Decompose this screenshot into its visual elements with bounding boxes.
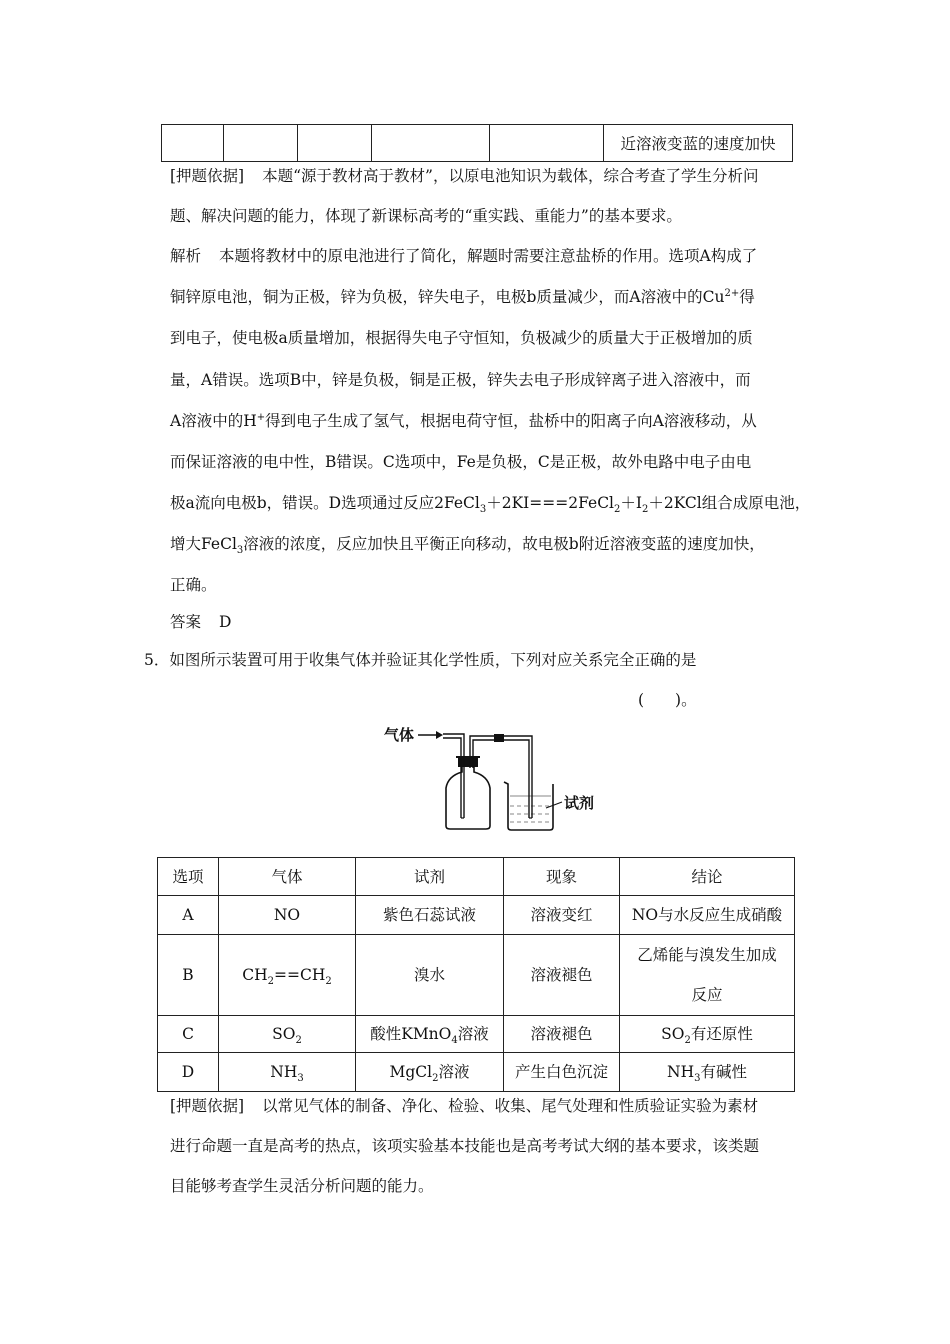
gas-cell: NO xyxy=(219,896,356,935)
header-cell: 结论 xyxy=(620,858,795,896)
header-cell: 选项 xyxy=(158,858,219,896)
analysis-line-5: A溶液中的H+得到电子生成了氢气，根据电荷守恒，盐桥中的阳离子向A溶液移动，从 xyxy=(170,411,757,430)
reagent-label: 试剂 xyxy=(564,794,595,812)
header-cell: 试剂 xyxy=(356,858,504,896)
phenomenon-cell: 产生白色沉淀 xyxy=(504,1053,620,1092)
option-cell: D xyxy=(158,1053,219,1092)
analysis-line-4: 量，A错误。选项B中，锌是负极，铜是正极，锌失去电子形成锌离子进入溶液中，而 xyxy=(170,371,751,389)
table-row xyxy=(158,935,795,1016)
gas-arrow-icon xyxy=(418,731,443,739)
outlet-tube xyxy=(470,734,532,818)
phenomenon-cell: 溶液变红 xyxy=(504,896,620,935)
analysis-line-7: 极a流向电极b，错误。D选项通过反应$2FeCl_3+2KI===2FeCl_2+I_2+2KCl$组合成原电池， xyxy=(170,494,811,516)
table-cell xyxy=(298,125,372,162)
answer-tag: 答案 xyxy=(170,613,202,631)
table-row xyxy=(158,896,795,935)
analysis-line-1: 解析 本题将教材中的原电池进行了简化，解题时需要注意盐桥的作用。选项A构成了 xyxy=(170,247,758,265)
table-cell xyxy=(490,125,604,162)
conclusion-cell: $SO_2$有还原性 xyxy=(620,1016,795,1053)
table-row xyxy=(158,1053,795,1092)
reagent-cell: MgCl$_2$溶液 xyxy=(356,1053,504,1092)
analysis-line-8: 增大FeCl$_3$溶液的浓度，反应加快且平衡正向移动，故电极b附近溶液变蓝的速度加快， xyxy=(170,535,765,557)
option-cell: C xyxy=(158,1016,219,1053)
table-row xyxy=(158,1016,795,1053)
options-table xyxy=(157,857,795,1092)
analysis-line-6: 而保证溶液的电中性，B错误。C选项中，Fe是负极，C是正极，故外电路中电子由电 xyxy=(170,453,752,471)
basis-paragraph-2-line-3: 目能够考查学生灵活分析问题的能力。 xyxy=(170,1177,434,1195)
option-cell: B xyxy=(158,935,219,1016)
gas-cell: $CH_2==CH_2$ xyxy=(219,935,356,1016)
top-table-fragment xyxy=(161,124,793,162)
table-cell xyxy=(372,125,490,162)
conclusion-cell: 乙烯能与溴发生加成 反应 xyxy=(620,935,795,1016)
table-cell xyxy=(162,125,224,162)
gas-label: 气体 xyxy=(384,726,415,744)
question-5-stem: 5．如图所示装置可用于收集气体并验证其化学性质，下列对应关系完全正确的是 xyxy=(144,651,697,669)
conclusion-cell: NO与水反应生成硝酸 xyxy=(620,896,795,935)
basis-paragraph-1-line-2: 题、解决问题的能力，体现了新课标高考的“重实践、重能力”的基本要求。 xyxy=(170,207,682,225)
header-cell: 现象 xyxy=(504,858,620,896)
table-cell xyxy=(224,125,298,162)
gas-collecting-bottle xyxy=(446,757,490,829)
reagent-cell: 溴水 xyxy=(356,935,504,1016)
phenomenon-cell: 溶液褪色 xyxy=(504,935,620,1016)
table-cell-last: 近溶液变蓝的速度加快 xyxy=(604,125,793,162)
reagent-cell: 酸性KMnO$_4$溶液 xyxy=(356,1016,504,1053)
apparatus-figure xyxy=(380,722,620,834)
gas-cell: $SO_2$ xyxy=(219,1016,356,1053)
answer-blank: ( )。 xyxy=(638,691,697,709)
answer-line xyxy=(170,612,231,632)
question-number: 5． xyxy=(144,651,170,669)
basis-paragraph-1-line-1: [押题依据] 本题“源于教材高于教材”，以原电池知识为载体，综合考查了学生分析问 xyxy=(170,167,759,185)
analysis-line-9: 正确。 xyxy=(170,576,217,594)
analysis-tag: 解析 xyxy=(170,247,202,265)
gas-cell: $NH_3$ xyxy=(219,1053,356,1092)
answer-value: D xyxy=(219,613,232,631)
basis-tag: [押题依据] xyxy=(170,167,245,185)
beaker xyxy=(504,782,562,830)
basis-tag: [押题依据] xyxy=(170,1097,245,1115)
option-cell: A xyxy=(158,896,219,935)
table-header-row xyxy=(158,858,795,896)
basis-paragraph-2-line-2: 进行命题一直是高考的热点，该项实验基本技能也是高考考试大纲的基本要求，该类题 xyxy=(170,1137,760,1155)
reagent-cell: 紫色石蕊试液 xyxy=(356,896,504,935)
phenomenon-cell: 溶液褪色 xyxy=(504,1016,620,1053)
basis-paragraph-2-line-1: [押题依据] 以常见气体的制备、净化、检验、收集、尾气处理和性质验证实验为素材 xyxy=(170,1097,759,1115)
conclusion-cell: $NH_3$有碱性 xyxy=(620,1053,795,1092)
analysis-line-3: 到电子，使电极a质量增加，根据得失电子守恒知，负极减少的质量大于正极增加的质 xyxy=(170,329,753,347)
analysis-line-2: 铜锌原电池，铜为正极，锌为负极，锌失电子，电极b质量减少，而A溶液中的$Cu^{2+}$得 xyxy=(170,287,755,306)
header-cell: 气体 xyxy=(219,858,356,896)
